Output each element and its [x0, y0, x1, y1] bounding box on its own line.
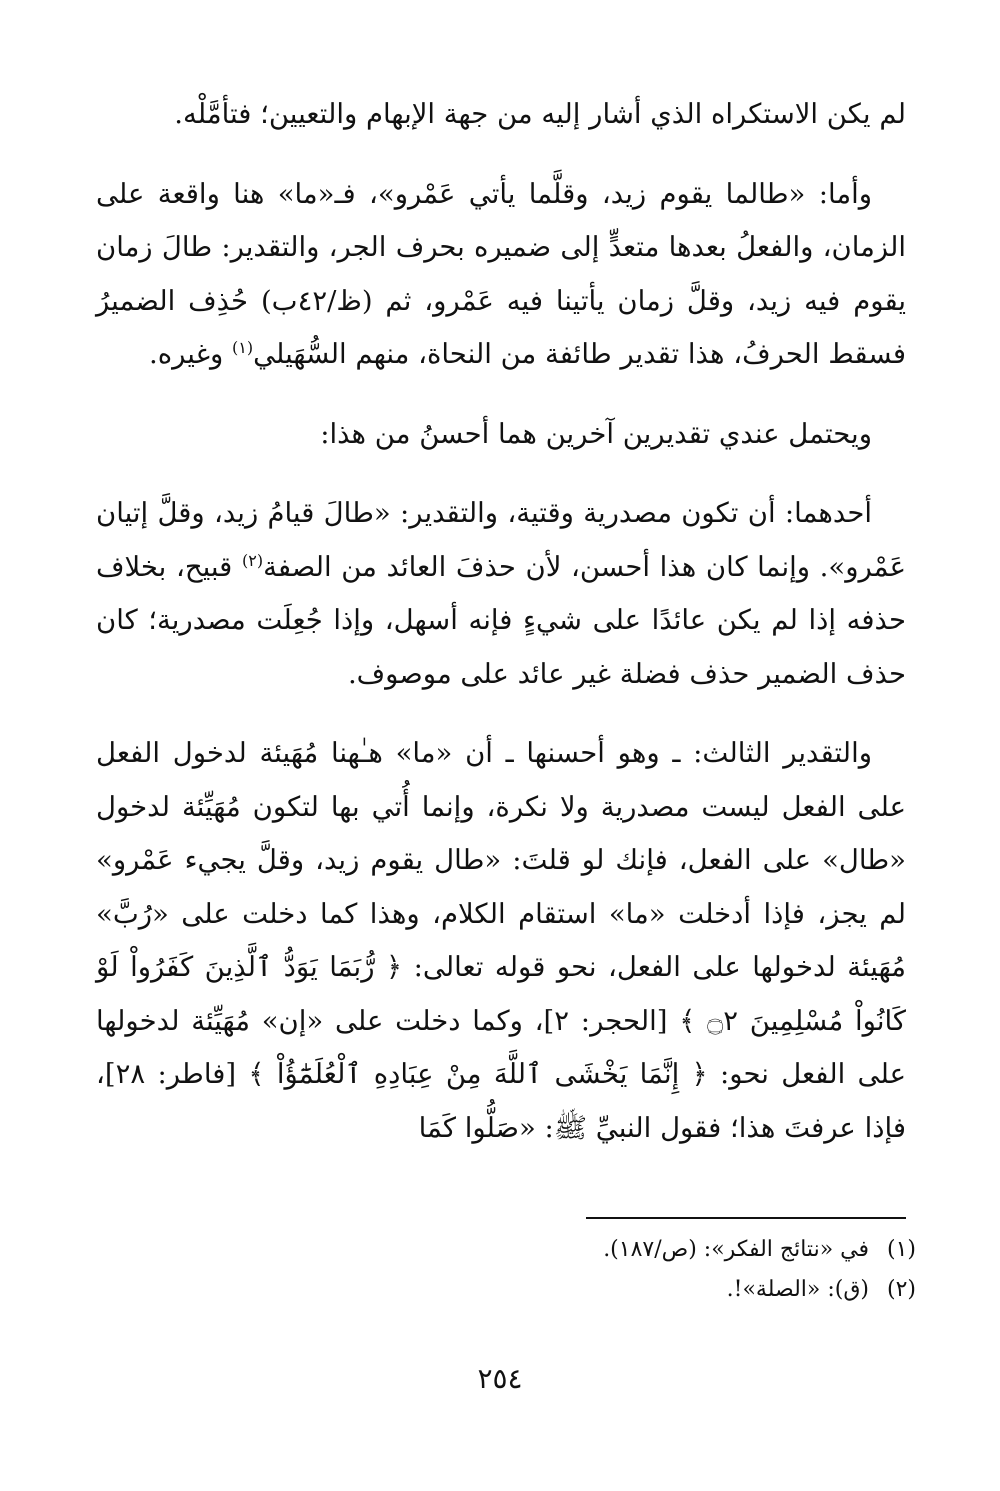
footnotes: [96, 1230, 916, 1310]
paragraph-2-body: وأما: «طالما يقوم زيد، وقلَّما يأتي عَمْرو»، فـ«ما» هنا واقعة على الزمان، والفعلُ بعدها متعدٍّ إلى ضميره بحرف الجر، والتقدير: طالَ زمان يقوم فيه زيد، وقلَّ زمان يأتينا فيه عَمْرو، ثم (ظ/٤٢ب) حُذِف الضميرُ فسقط الحرفُ، هذا تقدير طائفة من النحاة، منهم السُّهَيلي: [96, 177, 907, 370]
quran-verse-2: ﴿ إِنَّمَا يَخْشَى ٱللَّهَ مِنْ عِبَادِهِ ٱلْعُلَمَٰٓؤُاْ ﴾: [248, 1058, 708, 1090]
paragraph-5-body: والتقدير الثالث: ـ وهو أحسنها ـ أن «ما» هـٰهنا مُهَيئة لدخول الفعل على الفعل ليست مصدرية ولا نكرة، وإنما أُتي بها لتكون مُهَيِّئة لدخول «طال» على الفعل، فإنك لو قلتَ: «طال يقوم زيد، وقلَّ يجيء عَمْرو» لم يجز، فإذا أدخلت «ما» استقام الكلام، وهذا كما دخلت على «رُبَّ» مُهَيئة لدخولها على الفعل، نحو قوله تعالى:: [96, 737, 906, 983]
footnote-1-number: (١): [886, 1237, 916, 1262]
page-number: ٢٥٤: [477, 1362, 523, 1395]
footnote-2-text: (ق): «الصلة»!.: [726, 1277, 869, 1302]
footnote-2: [96, 1270, 916, 1310]
paragraph-2-tail: وغيره.: [148, 338, 224, 370]
footnote-2-number: (٢): [886, 1277, 916, 1302]
footnote-ref-1: (١): [232, 338, 254, 357]
paragraph-4-body: أحدهما: أن تكون مصدرية وقتية، والتقدير: «طالَ قيامُ زيد، وقلَّ إتيان عَمْرو». وإنما كان هذا أحسن، لأن حذفَ العائد من الصفة: [96, 497, 906, 583]
paragraph-5-end: ، فإذا عرفتَ هذا؛ فقول النبيِّ ﷺ: «صَلُّوا كَمَا: [96, 1058, 906, 1144]
paragraph-4-tail: قبيح، بخلاف حذفه إذا لم يكن عائدًا على شيءٍ فإنه أسهل، وإذا جُعِلَت مصدرية؛ كان حذف الضمير حذف فضلة غير عائد على موصوف.: [96, 550, 906, 690]
footnote-1-text: في «نتائج الفكر»: (ص/١٨٧).: [603, 1237, 869, 1262]
paragraph-1: لم يكن الاستكراه الذي أشار إليه من جهة الإبهام والتعيين؛ فتأمَّلْه.: [174, 98, 906, 130]
quran-ref-2: [فاطر: ٢٨]: [104, 1058, 237, 1090]
paragraph-3: ويحتمل عندي تقديرين آخرين هما أحسنُ من هذا:: [320, 417, 872, 450]
quran-verse-1: ﴿ رُّبَمَا يَوَدُّ ٱلَّذِينَ كَفَرُواْ لَوْ كَانُواْ مُسْلِمِينَ ۝٢ ﴾: [96, 951, 907, 1037]
main-text: [96, 88, 906, 1155]
paragraph-5-mid: ، وكما دخلت على «إن» مُهَيِّئة لدخولها على الفعل نحو:: [96, 1004, 906, 1090]
footnote-ref-2: (٢): [241, 550, 264, 570]
quran-ref-1: [الحجر: ٢]: [543, 1004, 668, 1037]
paragraph-2: [96, 168, 906, 382]
paragraph-5: [96, 727, 906, 1155]
footnote-separator: [586, 1217, 906, 1219]
footnote-1: [96, 1230, 916, 1270]
paragraph-4: [96, 487, 906, 701]
